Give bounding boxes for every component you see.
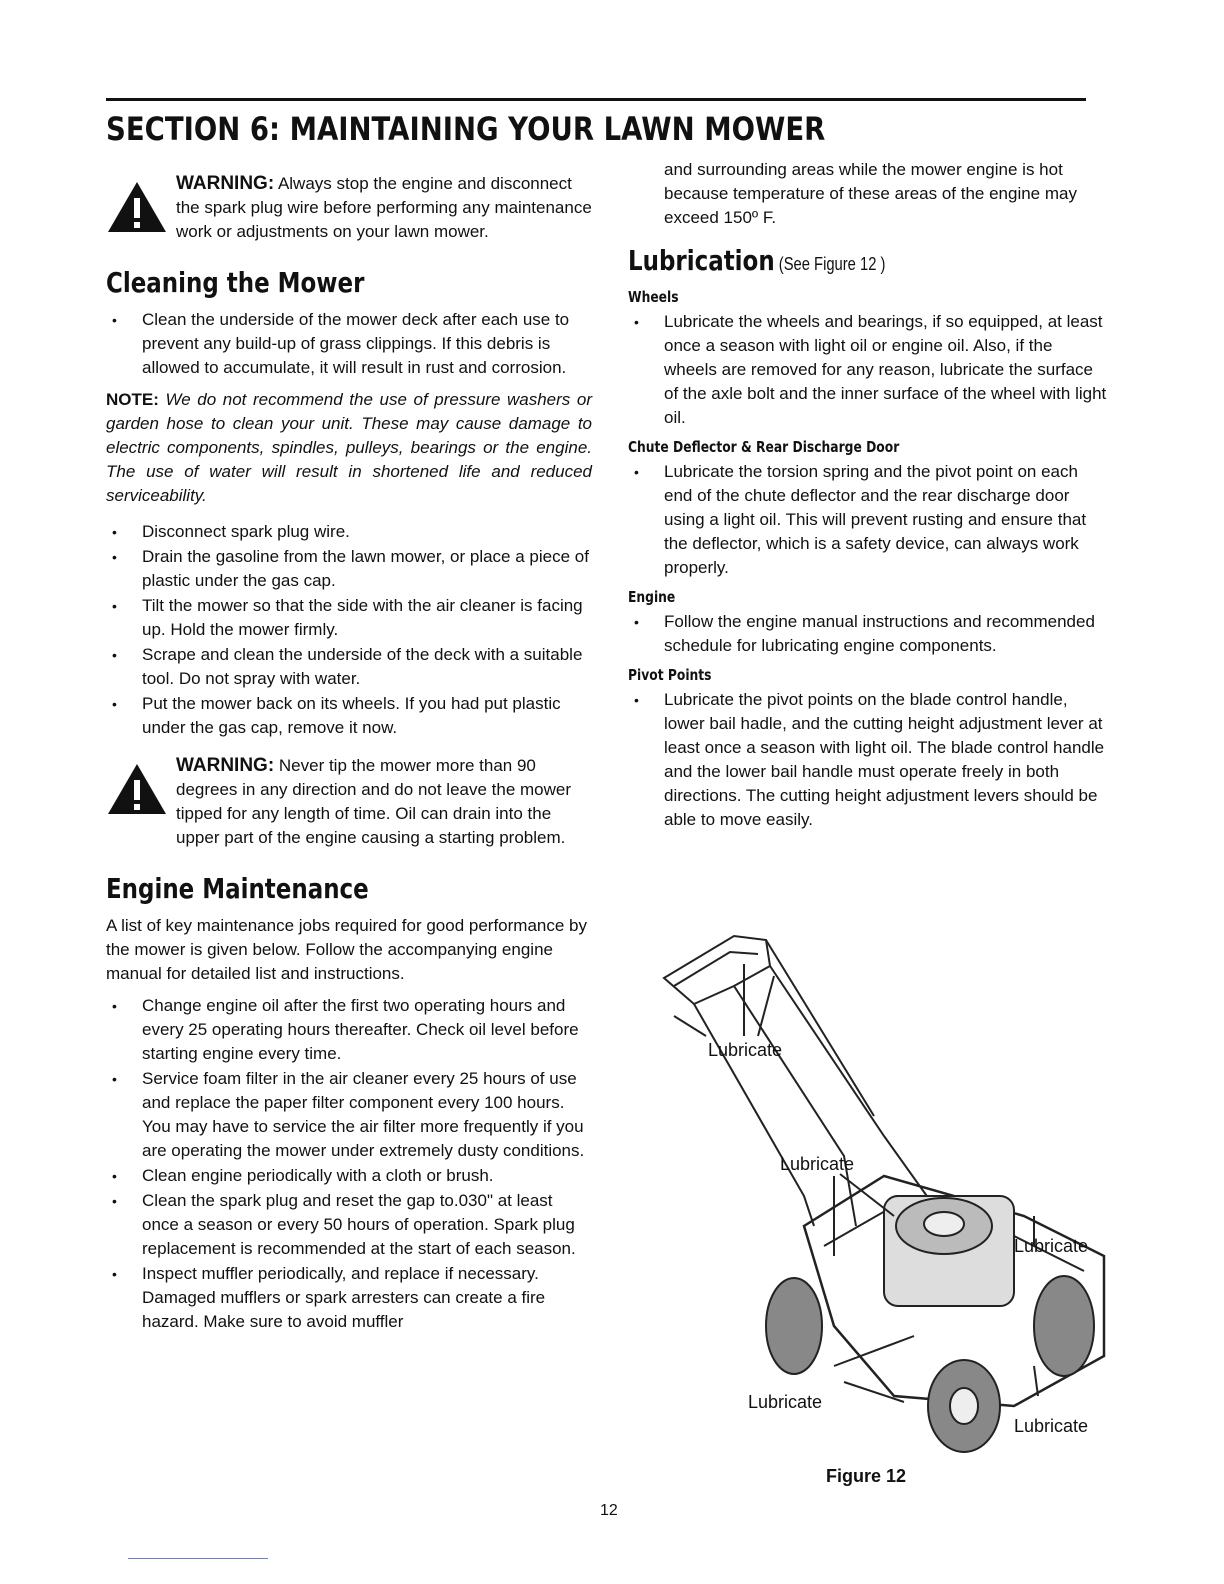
engine-list bbox=[106, 994, 592, 1334]
note-text: We do not recommend the use of pressure washers or garden hose to clean your unit. These may cause damage to electric components, spindles, pulleys, bearings or the engine. The use of water will result in shortened life and reduced serviceability. bbox=[106, 390, 592, 505]
list-item: • Lubricate the pivot points on the blade control handle, lower bail hadle, and the cutting height adjustment lever at least once a season with light oil. The blade control handle and the lower bail handle must operate freely in both directions. The cutting height adjustment levers should be able to move easily. bbox=[628, 688, 1108, 832]
engine-lube-heading: Engine bbox=[628, 588, 676, 606]
engine-lube-list bbox=[628, 610, 1108, 658]
list-item: • Clean engine periodically with a cloth or brush. bbox=[106, 1164, 592, 1188]
warning-text: Never tip the mower more than 90 degrees in any direction and do not leave the mower tipped for any length of time. Oil can drain into the upper part of the engine causing a starting problem. bbox=[176, 756, 572, 847]
list-item: • Follow the engine manual instructions and recommended schedule for lubricating engine components. bbox=[628, 610, 1108, 658]
cleaning-steps bbox=[106, 520, 592, 740]
warning-box bbox=[106, 754, 592, 850]
lubrication-heading bbox=[628, 244, 1022, 280]
note-paragraph bbox=[106, 388, 592, 508]
pivot-list bbox=[628, 688, 1108, 832]
list-item: • Inspect muffler periodically, and replace if necessary. Damaged mufflers or spark arresters can create a fire hazard. Make sure to avoid muffler bbox=[106, 1262, 592, 1334]
list-item: • Clean the spark plug and reset the gap to.030" at least once a season or every 50 hours of operation. Spark plug replacement is recommended at the start of each season. bbox=[106, 1189, 592, 1261]
wheels-list bbox=[628, 310, 1108, 430]
list-item: • Clean the underside of the mower deck after each use to prevent any build-up of grass clippings. If this debris is allowed to accumulate, it will result in rust and corrosion. bbox=[106, 308, 592, 380]
warning-text: Always stop the engine and disconnect the spark plug wire before performing any maintenance work or adjustments on your lawn mower. bbox=[176, 174, 592, 241]
chute-heading: Chute Deflector & Rear Discharge Door bbox=[628, 438, 900, 456]
note-label: NOTE: bbox=[106, 390, 159, 409]
warning-label: WARNING: bbox=[176, 173, 275, 194]
list-item: • Lubricate the torsion spring and the pivot point on each end of the chute deflector and the rear discharge door using a light oil. This will prevent rusting and ensure that the deflector, which is a safety device, can always work properly. bbox=[628, 460, 1108, 580]
list-item: • Disconnect spark plug wire. bbox=[106, 520, 592, 544]
figure-label: Lubricate bbox=[748, 1392, 823, 1412]
figure-reference: (See Figure 12 ) bbox=[774, 254, 886, 274]
engine-intro: A list of key maintenance jobs required for good performance by the mower is given below. Follow the accompanying engine manual for detailed list and instructions. bbox=[106, 916, 587, 983]
lubrication-title: Lubrication bbox=[628, 244, 775, 277]
list-item: • Scrape and clean the underside of the deck with a suitable tool. Do not spray with water. bbox=[106, 643, 592, 691]
lawn-mower-illustration bbox=[634, 926, 1114, 1466]
chute-list bbox=[628, 460, 1108, 580]
warning-box bbox=[106, 172, 592, 244]
list-item: • Drain the gasoline from the lawn mower, or place a piece of plastic under the gas cap. bbox=[106, 545, 592, 593]
pivot-heading: Pivot Points bbox=[628, 666, 712, 684]
left-column bbox=[106, 172, 592, 1342]
figure-caption: Figure 12 bbox=[826, 1466, 907, 1486]
list-item: • Lubricate the wheels and bearings, if so equipped, at least once a season with light oil or engine oil. Also, if the wheels are removed for any reason, lubricate the surface of the axle bolt and the inner surface of the wheel with light oil. bbox=[628, 310, 1108, 430]
cleaning-heading: Cleaning the Mower bbox=[106, 266, 365, 299]
continued-text: and surrounding areas while the mower engine is hot because temperature of these areas of the engine may exceed 150º F. bbox=[664, 160, 1077, 227]
cleaning-list bbox=[106, 308, 592, 380]
warning-label: WARNING: bbox=[176, 755, 275, 776]
figure-label: Lubricate bbox=[780, 1154, 855, 1174]
engine-maintenance-heading: Engine Maintenance bbox=[106, 872, 369, 905]
figure-label: Lubricate bbox=[1014, 1416, 1089, 1436]
page-number: 12 bbox=[600, 1502, 618, 1519]
list-item: • Service foam filter in the air cleaner every 25 hours of use and replace the paper filter component every 100 hours. You may have to service the air filter more frequently if you are operating the mower under extremely dusty conditions. bbox=[106, 1067, 592, 1163]
figure-label: Lubricate bbox=[708, 1040, 783, 1060]
figure-label: Lubricate bbox=[1014, 1236, 1089, 1256]
right-column bbox=[628, 158, 1108, 840]
section-rule bbox=[106, 98, 1086, 101]
lawn-mower-figure bbox=[634, 926, 1114, 1466]
list-item: • Tilt the mower so that the side with the air cleaner is facing up. Hold the mower firmly. bbox=[106, 594, 592, 642]
wheels-heading: Wheels bbox=[628, 288, 679, 306]
warning-triangle-icon bbox=[106, 762, 168, 816]
warning-triangle-icon bbox=[106, 180, 168, 234]
list-item: • Put the mower back on its wheels. If you had put plastic under the gas cap, remove it now. bbox=[106, 692, 592, 740]
footer-rule bbox=[128, 1558, 268, 1559]
list-item: • Change engine oil after the first two operating hours and every 25 operating hours thereafter. Check oil level before starting engine every time. bbox=[106, 994, 592, 1066]
section-title: SECTION 6: MAINTAINING YOUR LAWN MOWER bbox=[106, 110, 826, 148]
